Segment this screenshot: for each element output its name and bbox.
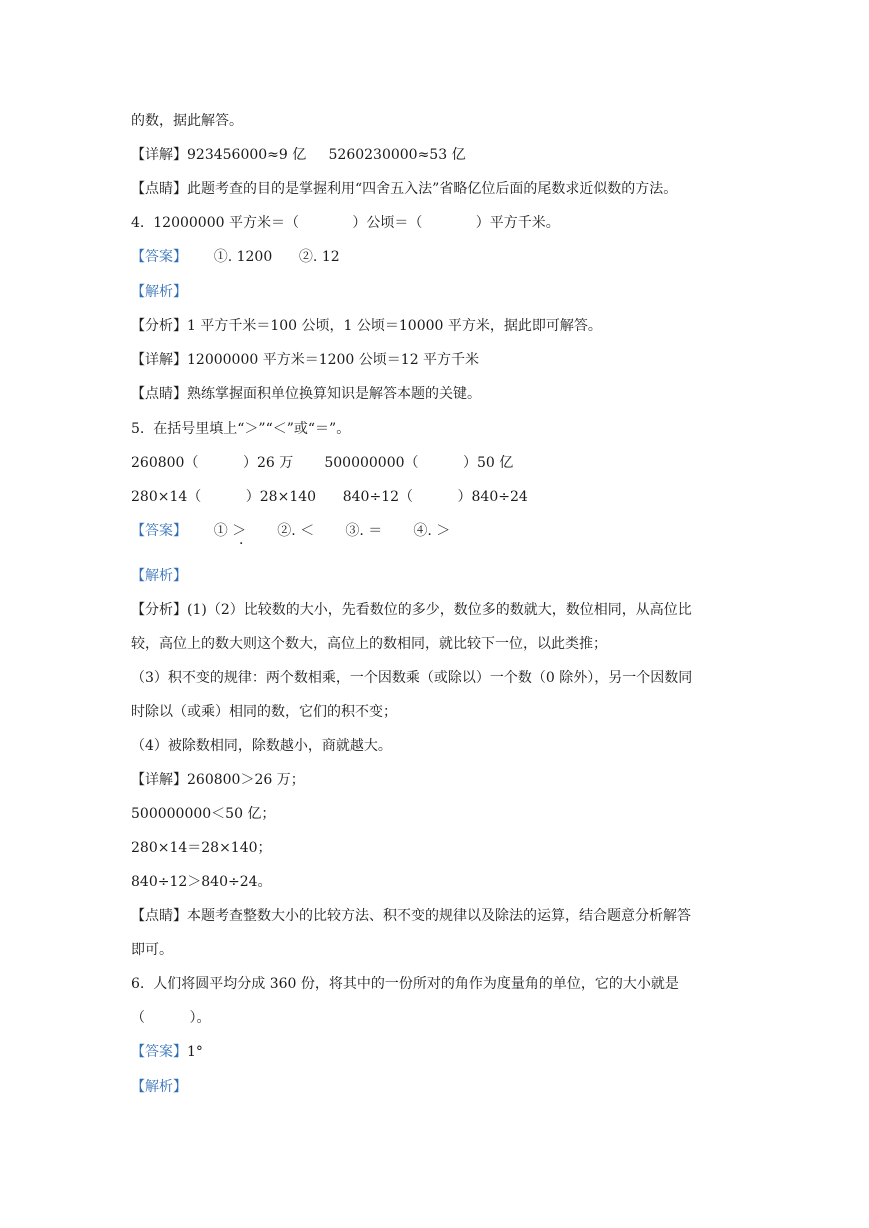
text-line (131, 1078, 187, 1096)
text-line: 260800（ ）26 万 500000000（ ）50 亿 (131, 455, 514, 471)
text-line: 时除以（或乘）相同的数，它们的积不变； (131, 704, 397, 720)
text-line: 280×14（ ）28×140 840÷12（ ）840÷24 (131, 489, 528, 505)
text-line: 840÷12＞840÷24。 (131, 874, 272, 890)
text-line: 较，高位上的数大则这个数大，高位上的数相同，就比较下一位，以此类推； (131, 636, 607, 652)
text-line: 280×14＝28×140； (131, 840, 272, 856)
text-line: 的数，据此解答。 (131, 113, 243, 129)
text-line: 【分析】1 平方千米＝100 公顷，1 公顷＝10000 平方米，据此即可解答。 (131, 318, 602, 334)
line-text: ① ＞ ②. ＜ ③. ＝ ④. ＞ (187, 523, 451, 539)
section-tag: 【解析】 (131, 284, 187, 300)
dot-mark: · (239, 536, 244, 552)
text-line (131, 567, 187, 585)
text-line: 4. 12000000 平方米＝（ ）公顷＝（ ）平方千米。 (131, 215, 560, 231)
line-text: ①. 1200 ②. 12 (187, 249, 340, 265)
text-line: （4）被除数相同，除数越小，商就越大。 (131, 738, 392, 754)
text-line: （3）积不变的规律：两个数相乘，一个因数乘（或除以）一个数（0 除外），另一个因数同 (131, 670, 693, 686)
text-line: 【详解】923456000≈9 亿 5260230000≈53 亿 (131, 147, 466, 163)
text-line: 【详解】260800＞26 万； (131, 772, 305, 788)
text-line: 【点睛】本题考查整数大小的比较方法、积不变的规律以及除法的运算，结合题意分析解答 (131, 908, 691, 924)
text-line (131, 522, 450, 540)
section-tag: 【解析】 (131, 568, 187, 584)
text-line: 500000000＜50 亿； (131, 806, 276, 822)
text-line: （ ）。 (131, 1010, 211, 1026)
text-line: 【详解】12000000 平方米＝1200 公顷＝12 平方千米 (131, 352, 480, 368)
text-line: 【点睛】熟练掌握面积单位换算知识是解答本题的关键。 (131, 386, 481, 402)
section-tag: 【答案】 (131, 523, 187, 539)
text-line: 即可。 (131, 942, 173, 958)
text-line (131, 248, 340, 266)
text-line (131, 1043, 203, 1061)
section-tag: 【答案】 (131, 1044, 187, 1060)
section-tag: 【解析】 (131, 1079, 187, 1095)
section-tag: 【答案】 (131, 249, 187, 265)
text-line (131, 283, 187, 301)
text-line: 【分析】(1)（2）比较数的大小，先看数位的多少，数位多的数就大，数位相同，从高位比 (131, 602, 692, 618)
text-line: 5. 在括号里填上“＞”“＜”或“＝”。 (131, 421, 351, 437)
text-line: 6. 人们将圆平均分成 360 份，将其中的一份所对的角作为度量角的单位，它的大小就是 (131, 976, 679, 992)
line-text: 1° (187, 1044, 203, 1060)
text-line: 【点睛】此题考查的目的是掌握利用“四舍五入法”省略亿位后面的尾数求近似数的方法。 (131, 181, 678, 197)
